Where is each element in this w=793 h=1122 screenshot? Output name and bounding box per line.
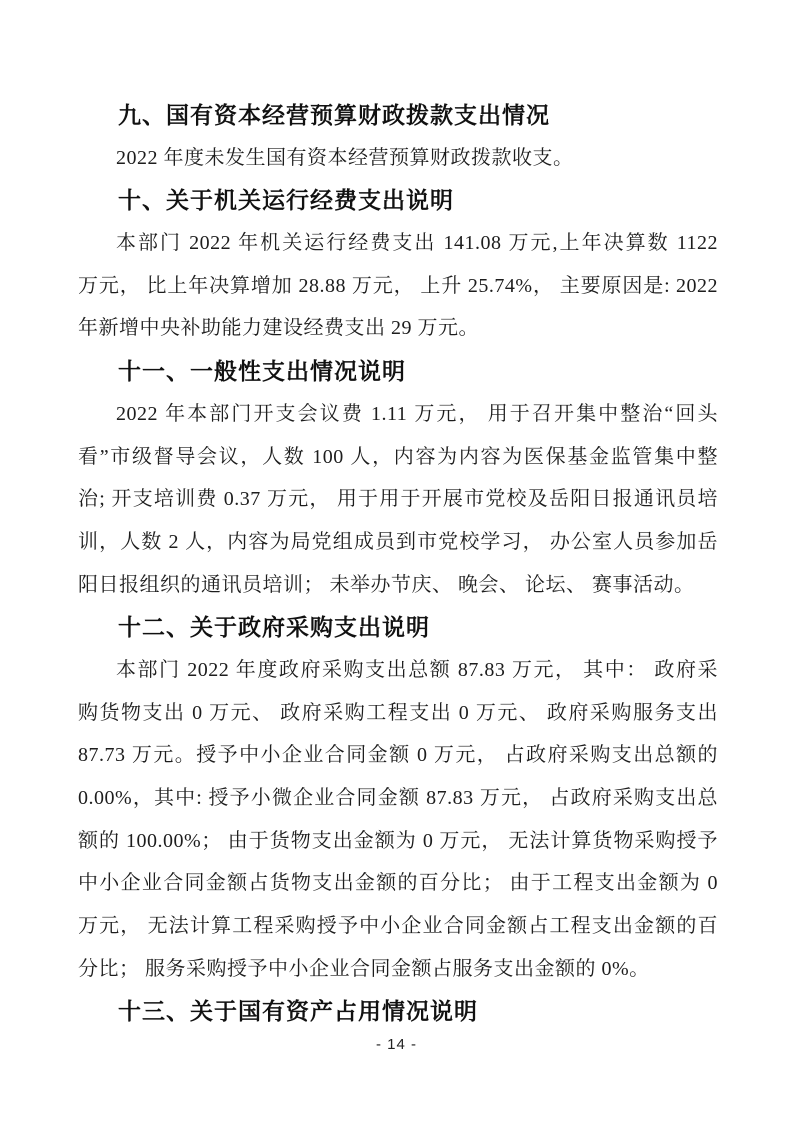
section-heading: 十一、一般性支出情况说明	[118, 358, 406, 385]
text-line: 87.73 万元。授予中小企业合同金额 0 万元， 占政府采购支出总额的	[78, 744, 718, 767]
text-line: 年新增中央补助能力建设经费支出 29 万元。	[78, 317, 479, 340]
section-heading: 十、关于机关运行经费支出说明	[118, 187, 454, 214]
text-line: 看”市级督导会议，人数 100 人，内容为内容为医保基金监管集中整	[78, 445, 718, 468]
text-line: 治; 开支培训费 0.37 万元， 用于用于开展市党校及岳阳日报通讯员培	[78, 488, 718, 511]
text-line: 本部门 2022 年机关运行经费支出 141.08 万元,上年决算数 1122	[116, 232, 718, 255]
text-line: 训，人数 2 人，内容为局党组成员到市党校学习， 办公室人员参加岳	[78, 530, 718, 553]
text-line: 阳日报组织的通讯员培训； 未举办节庆、 晚会、 论坛、 赛事活动。	[78, 573, 695, 596]
document-body	[78, 94, 718, 1033]
text-line: 中小企业合同金额占货物支出金额的百分比； 由于工程支出金额为 0	[78, 872, 718, 895]
text-line: 分比； 服务采购授予中小企业合同金额占服务支出金额的 0%。	[78, 957, 650, 980]
page-number: - 14 -	[375, 1036, 417, 1053]
section-heading: 十二、关于政府采购支出说明	[118, 614, 430, 641]
section-heading: 九、国有资本经营预算财政拨款支出情况	[118, 102, 550, 128]
text-line: 万元， 无法计算工程采购授予中小企业合同金额占工程支出金额的百	[78, 915, 718, 938]
text-line: 购货物支出 0 万元、 政府采购工程支出 0 万元、 政府采购服务支出	[78, 701, 718, 724]
text-line: 0.00%，其中: 授予小微企业合同金额 87.83 万元， 占政府采购支出总	[78, 787, 718, 809]
text-line: 2022 年度未发生国有资本经营预算财政拨款收支。	[116, 146, 574, 169]
section-heading: 十三、关于国有资产占用情况说明	[118, 998, 478, 1025]
text-line: 额的 100.00%； 由于货物支出金额为 0 万元， 无法计算货物采购授予	[78, 829, 718, 852]
text-line: 万元， 比上年决算增加 28.88 万元， 上升 25.74%， 主要原因是: 2022	[78, 274, 718, 297]
text-line: 2022 年本部门开支会议费 1.11 万元， 用于召开集中整治“回头	[116, 402, 718, 425]
text-line: 本部门 2022 年度政府采购支出总额 87.83 万元， 其中： 政府采	[116, 658, 718, 681]
